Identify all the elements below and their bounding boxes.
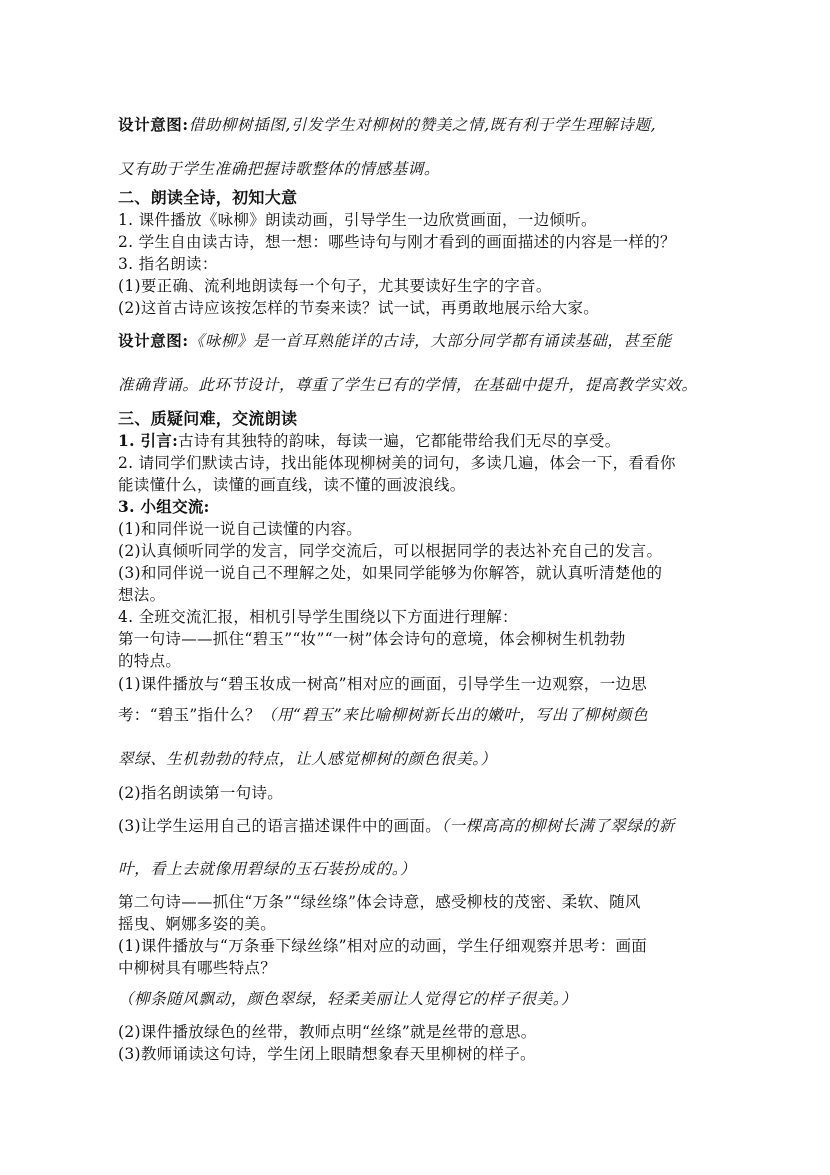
step-line: 2. 请同学们默读古诗，找出能体现柳树美的词句，多读几遍，体会一下，看看你 [118,454,676,472]
step-line: (2)指名朗读第一句诗。 [118,784,284,802]
step-line: 1. 课件播放《咏柳》朗读动画，引导学生一边欣赏画面，一边倾听。 [118,211,597,229]
design-intent-1: 设计意图:借助柳树插图,引发学生对柳树的赞美之情,既有利于学生理解诗题, [118,115,657,134]
step-line: (3)教师诵读这句诗，学生闭上眼睛想象春天里柳树的样子。 [118,1045,536,1063]
step-line: 能读懂什么，读懂的画直线，读不懂的画波浪线。 [118,476,466,494]
answer-line: （柳条随风飘动，颜色翠绿，轻柔美丽让人觉得它的样子很美。） [118,990,578,1008]
answer-line: (3)让学生运用自己的语言描述课件中的画面。（一棵高高的柳树长满了翠绿的新 [118,817,675,835]
step-line: 3. 指名朗读： [118,255,218,273]
step-line: (2)这首古诗应该按怎样的节奏来读？试一试，再勇敢地展示给大家。 [118,299,600,317]
step-line: 想法。 [118,586,166,604]
answer-line: 翠绿、生机勃勃的特点，让人感觉柳树的颜色很美。） [118,750,497,768]
step-line: (1)和同伴说一说自己读懂的内容。 [118,520,363,538]
step-line: (1)要正确、流利地朗读每一个句子，尤其要读好生字的字音。 [118,277,552,295]
step-line: 第二句诗——抓住“万条”“绿丝绦”体会诗意，感受柳枝的茂密、柔软、随风 [118,893,641,911]
design-intent-1-cont: 又有助于学生准确把握诗歌整体的情感基调。 [118,160,441,178]
answer-line: 叶，看上去就像用碧绿的玉石装扮成的。） [118,860,417,878]
design-intent-2: 设计意图:《咏柳》是一首耳熟能详的古诗，大部分同学都有诵读基础，甚至能 [118,331,672,350]
step-line: 摇曳、婀娜多姿的美。 [118,915,277,933]
step-line: 1. 引言:古诗有其独特的韵味，每读一遍，它都能带给我们无尽的享受。 [118,431,621,450]
step-line: 第一句诗——抓住“碧玉”“妆”“一树”体会诗句的意境，体会柳树生机勃勃 [118,630,626,648]
step-line: (1)课件播放与“万条垂下绿丝绦”相对应的动画，学生仔细观察并思考：画面 [118,937,648,955]
step-line: 3. 小组交流: [118,497,210,516]
step-line: 2. 学生自由读古诗，想一想：哪些诗句与刚才看到的画面描述的内容是一样的？ [118,233,676,251]
step-line: (3)和同伴说一说自己不理解之处，如果同学能够为你解答，就认真听清楚他的 [118,564,663,582]
step-line: (2)认真倾听同学的发言，同学交流后，可以根据同学的表达补充自己的发言。 [118,542,663,560]
step-line: 4. 全班交流汇报，相机引导学生围绕以下方面进行理解： [118,608,518,626]
design-intent-2-cont: 准确背诵。此环节设计，尊重了学生已有的学情，在基础中提升，提高教学实效。 [118,376,698,394]
step-line: 的特点。 [118,652,182,670]
section-heading-2: 二、朗读全诗，初知大意 [118,188,298,207]
answer-line: 考：“碧玉”指什么？（用“碧玉”来比喻柳树新长出的嫩叶，写出了柳树颜色 [118,706,649,724]
step-line: (2)课件播放绿色的丝带，教师点明“丝绦”就是丝带的意思。 [118,1023,537,1041]
step-line: (1)课件播放与“碧玉妆成一树高”相对应的画面，引导学生一边观察，一边思 [118,675,648,693]
section-heading-3: 三、质疑问难，交流朗读 [118,409,298,428]
step-line: 中柳树具有哪些特点？ [118,959,277,977]
